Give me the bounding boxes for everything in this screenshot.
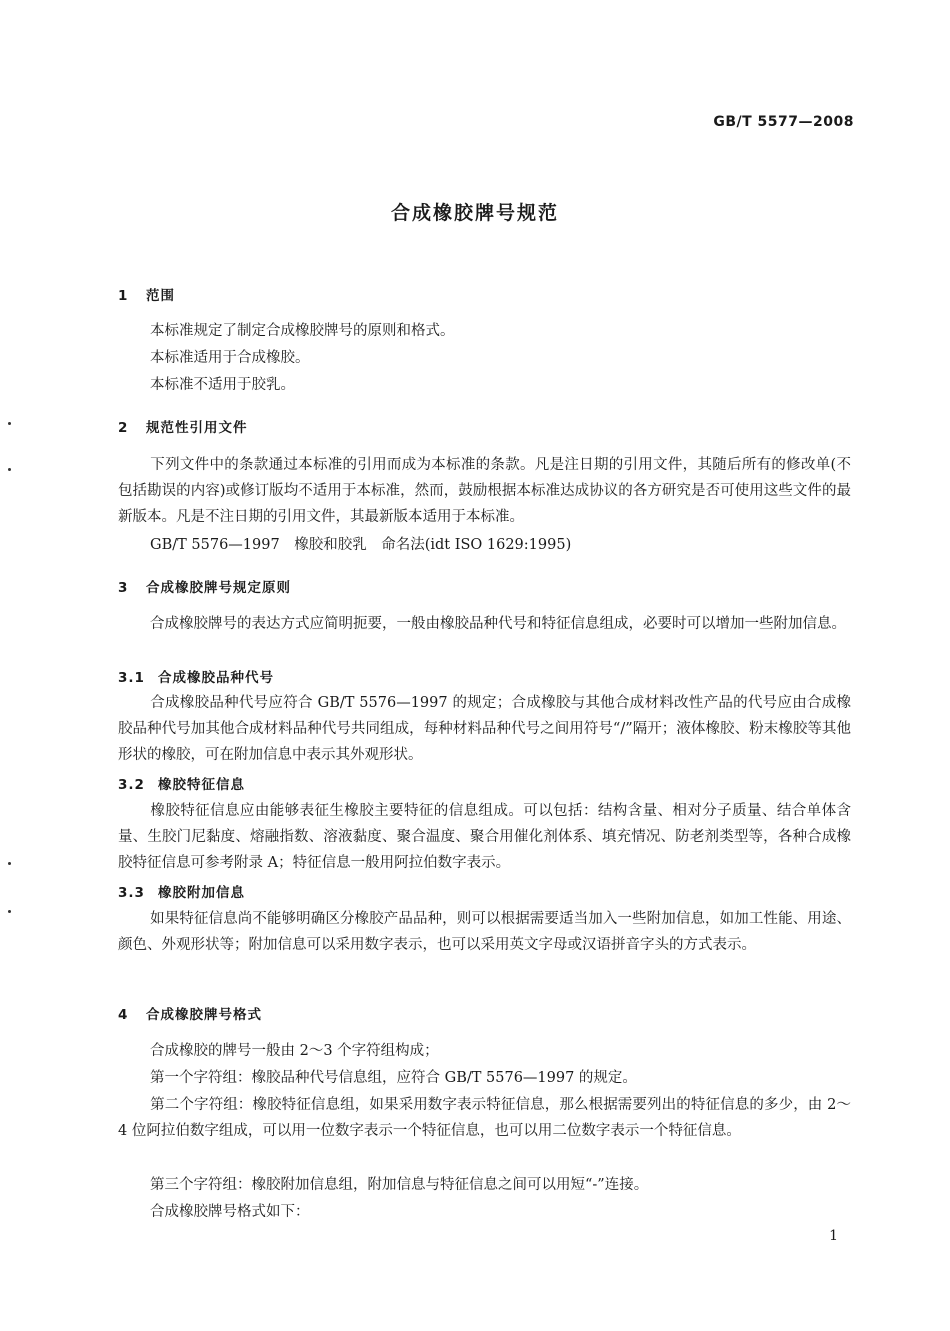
section-3-1-heading [118, 666, 274, 686]
page-number: 1 [829, 1228, 838, 1244]
section-number: 4 [118, 1007, 129, 1023]
section-3-3-heading [118, 881, 245, 901]
section-number: 3.2 [118, 777, 145, 793]
section-title: 橡胶附加信息 [158, 885, 245, 901]
format-line-5: 合成橡胶牌号格式如下： [150, 1204, 310, 1220]
scan-mark [8, 468, 11, 471]
section-1-heading [118, 284, 175, 304]
principles-paragraph: 合成橡胶牌号的表达方式应简明扼要，一般由橡胶品种代号和特征信息组成，必要时可以增加一些附加信息。 [150, 616, 846, 632]
scan-mark [8, 862, 11, 865]
reference-entry: GB/T 5576—1997 橡胶和胶乳 命名法(idt ISO 1629:1995) [150, 537, 572, 553]
format-line-4: 第三个字符组：橡胶附加信息组，附加信息与特征信息之间可以用短“-”连接。 [150, 1177, 649, 1193]
section-title: 合成橡胶品种代号 [158, 670, 274, 686]
section-title: 橡胶特征信息 [158, 777, 245, 793]
page-title: 合成橡胶牌号规范 [390, 202, 559, 224]
scope-line-1: 本标准规定了制定合成橡胶牌号的原则和格式。 [150, 323, 455, 339]
section-number: 3 [118, 580, 129, 596]
normative-references-paragraph: 下列文件中的条款通过本标准的引用而成为本标准的条款。凡是注日期的引用文件，其随后所有的修改单(不包括勘误的内容)或修订版均不适用于本标准，然而，鼓励根据本标准达成协议的各方研究是否可使用这些文件的最新版本。凡是不注日期的引用文件，其最新版本适用于本标准。 [118, 457, 851, 525]
section-number: 3.3 [118, 885, 145, 901]
section-4-heading [118, 1003, 262, 1023]
section-2-heading [118, 416, 248, 436]
scope-line-2: 本标准适用于合成橡胶。 [150, 350, 310, 366]
standard-code: GB/T 5577—2008 [713, 114, 854, 130]
variety-code-paragraph: 合成橡胶品种代号应符合 GB/T 5576—1997 的规定；合成橡胶与其他合成材料改性产品的代号应由合成橡胶品种代号加其他合成材料品种代号共同组成，每种材料品种代号之间用符号“/”隔开；液体橡胶、粉末橡胶等其他形状的橡胶，可在附加信息中表示其外观形状。 [118, 695, 851, 763]
section-title: 合成橡胶牌号规定原则 [146, 580, 291, 596]
scan-mark [8, 910, 11, 913]
section-3-2-heading [118, 773, 245, 793]
section-title: 合成橡胶牌号格式 [146, 1007, 262, 1023]
section-3-heading [118, 576, 291, 596]
format-paragraph-3: 第二个字符组：橡胶特征信息组，如果采用数字表示特征信息，那么根据需要列出的特征信息的多少，由 2～4 位阿拉伯数字组成，可以用一位数字表示一个特征信息，也可以用二位数字表示一个特征信息。 [118, 1097, 851, 1139]
additional-info-paragraph: 如果特征信息尚不能够明确区分橡胶产品品种，则可以根据需要适当加入一些附加信息，如加工性能、用途、颜色、外观形状等；附加信息可以采用数字表示，也可以采用英文字母或汉语拼音字头的方式表示。 [118, 911, 851, 953]
characteristic-info-paragraph: 橡胶特征信息应由能够表征生橡胶主要特征的信息组成。可以包括：结构含量、相对分子质量、结合单体含量、生胶门尼黏度、熔融指数、溶液黏度、聚合温度、聚合用催化剂体系、填充情况、防老剂类型等，各种合成橡胶特征信息可参考附录 A；特征信息一般用阿拉伯数字表示。 [118, 803, 851, 871]
section-number: 3.1 [118, 670, 145, 686]
section-number: 1 [118, 288, 129, 304]
scope-line-3: 本标准不适用于胶乳。 [150, 377, 295, 393]
scan-mark [8, 422, 11, 425]
section-title: 规范性引用文件 [146, 420, 248, 436]
section-title: 范围 [146, 288, 175, 304]
format-line-1: 合成橡胶的牌号一般由 2～3 个字符组构成； [150, 1043, 439, 1059]
section-number: 2 [118, 420, 129, 436]
format-line-2: 第一个字符组：橡胶品种代号信息组，应符合 GB/T 5576—1997 的规定。 [150, 1070, 637, 1086]
